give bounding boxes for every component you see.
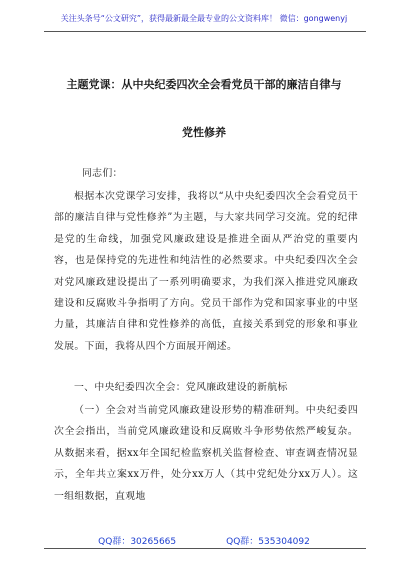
- header-banner: 关注头条号“公文研究”，获得最新最全最专业的公文资料库！ 微信：gongwenyj: [60, 14, 348, 23]
- footer-qq-group-1: QQ群：30265665: [98, 537, 177, 547]
- footer-qq-group-2: QQ群：535304092: [226, 537, 310, 547]
- document-title-line-2: 党性修养: [182, 126, 226, 139]
- salutation: 同志们：: [82, 168, 123, 179]
- document-title-line-1: 主题党课：从中央纪委四次全会看党员干部的廉洁自律与: [66, 78, 342, 91]
- body-paragraph-intro: 根据本次党课学习安排，我将以“从中央纪委四次全会看党员干部的廉洁自律与党性修养”为主题，与大家共同学习交流。党的纪律是党的生命线，加强党风廉政建设是推进全面从严治党的重要内容，也是保持党的先进性和纯洁性的必然要求。中央纪委四次全会对党风廉政建设提出了一系列明确要求，为我们深入推进党风廉政建设和反腐败斗争指明了方向。党员干部作为党和国家事业的中坚力量，其廉洁自律和党性修养的高低，直接关系到党的形象和事业发展。下面，我将从四个方面展开阐述。: [54, 191, 358, 352]
- section-heading: 一、中央纪委四次全会：党风廉政建设的新航标: [74, 382, 288, 393]
- body-paragraph-section-1: （一）全会对当前党风廉政建设形势的精准研判。中央纪委四次全会指出，当前党风廉政建设和反腐败斗争形势依然严峻复杂。从数据来看，据xx年全国纪检监察机关监督检查、审查调查情况显示，全年共立案xx万件，处分xx万人（其中党纪处分xx万人）。这一组组数据，直观地: [54, 405, 358, 502]
- header-divider: [44, 31, 366, 32]
- footer-divider: [44, 548, 366, 549]
- footer-contact: [0, 534, 408, 547]
